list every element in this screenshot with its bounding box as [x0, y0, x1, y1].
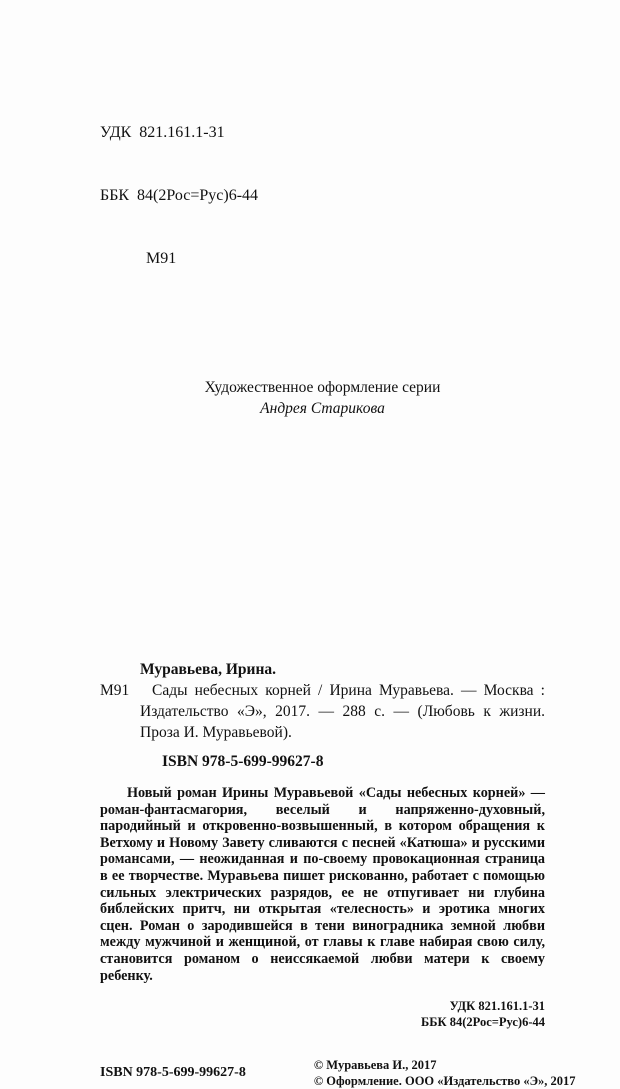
isbn-footer: ISBN 978-5-699-99627-8 [100, 1065, 246, 1081]
copyright-author-line: © Муравьева И., 2017 [313, 1058, 437, 1073]
bibliographic-block [100, 659, 545, 772]
series-design-block [100, 377, 545, 419]
bbk-code-top: ББК 84(2Рос=Рус)6-44 [100, 187, 259, 204]
bib-author: Муравьева, Ирина. [140, 661, 277, 678]
top-classification-codes [100, 80, 545, 311]
bottom-classification-codes [100, 998, 545, 1030]
author-sign-code-top: М91 [146, 250, 177, 267]
udk-code-bottom: УДК 821.161.1-31 [449, 999, 545, 1014]
footer [100, 1057, 576, 1089]
isbn-middle: ISBN 978-5-699-99627-8 [162, 753, 324, 770]
bib-description: Сады небесных корней / Ирина Муравьева. — Москва : Издательство «Э», 2017. — 288 с. — (Любовь к жизни. Проза И. Муравьевой). [140, 682, 545, 741]
bbk-code-bottom: ББК 84(2Рос=Рус)6-44 [421, 1015, 545, 1030]
copyright-design-line: © Оформление. ООО «Издательство «Э», 2017 [313, 1074, 576, 1089]
series-design-title: Художественное оформление серии [204, 379, 441, 396]
annotation-paragraph: Новый роман Ирины Муравьевой «Сады небесных корней» — роман-фантасмагория, веселый и напряженно-духовный, пародийный и откровенно-возвышенный, в котором обращения к Ветхому и Новому Завету сливаются с песней «Катюша» и русскими романсами, — неожиданная и по-своему провокационная страница в ее творчестве. Муравьева пишет рискованно, работает с помощью сильных электрических разрядов, ее не отпугивает ни глубина библейских притч, ни открытая «телесность» и эротика многих сцен. Роман о зародившейся в тени виноградника земной любви между мужчиной и женщиной, от главы к главе набирая свою силу, становится романом о неиссякаемой любви матери к своему ребенку. [100, 785, 545, 984]
bib-entry [100, 680, 545, 743]
udk-code-top: УДК 821.161.1-31 [100, 124, 225, 141]
copyright-block [314, 1057, 576, 1089]
author-sign-code-entry: М91 [100, 682, 130, 699]
series-designer-name: Андрея Старикова [260, 400, 385, 417]
